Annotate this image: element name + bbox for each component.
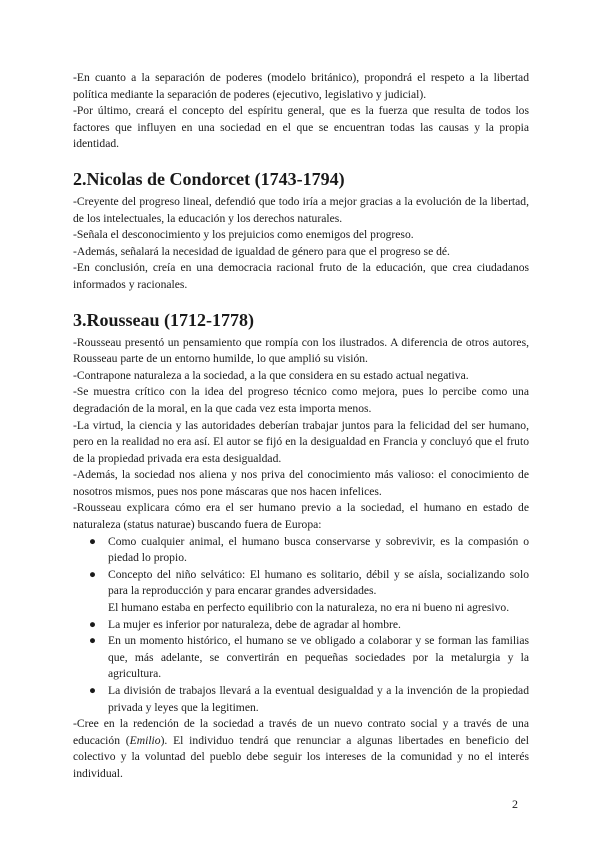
rousseau-closing-paragraph: [73, 716, 529, 782]
bullet-icon: ●: [89, 617, 97, 631]
bullet-icon: ●: [89, 634, 97, 648]
rousseau-paragraph-6: -Rousseau explicara cómo era el ser humano previo a la sociedad, el humano en estado de naturaleza (status naturae) buscando fuera de Europa:: [73, 501, 529, 532]
list-item: [89, 617, 529, 634]
section-heading-condorcet: 2.Nicolas de Condorcet (1743-1794): [73, 168, 345, 189]
list-item: [89, 534, 529, 567]
bullet-text: Concepto del niño selvático: El humano es solitario, débil y se aísla, socializando solo para la reproducción y para encarar grandes adversidades.: [108, 567, 529, 598]
list-item: [89, 633, 529, 683]
bullet-extra-text: El humano estaba en perfecto equilibrio con la naturaleza, no era ni bueno ni agresivo.: [108, 601, 510, 615]
rousseau-paragraph-2: -Contrapone naturaleza a la sociedad, a la que considera en su estado actual negativa.: [73, 368, 469, 382]
condorcet-paragraph-3: -Además, señalará la necesidad de igualdad de género para que el progreso se dé.: [73, 244, 450, 258]
bullet-icon: ●: [89, 684, 97, 697]
condorcet-paragraph-2: -Señala el desconocimiento y los prejuicios como enemigos del progreso.: [73, 228, 414, 242]
intro-paragraph-2: -Por último, creará el concepto del espíritu general, que es la fuerza que resulta de todos los factores que influyen en una sociedad en el que se encuentran todas las causas y la propia identidad.: [73, 104, 529, 151]
rousseau-paragraph-5: -Además, la sociedad nos aliena y nos priva del conocimiento más valioso: el conocimiento de nosotros mismos, pues nos pone máscaras que nos hacen infelices.: [73, 468, 529, 498]
page-number: 2: [512, 797, 518, 811]
bullet-text: La mujer es inferior por naturaleza, debe de agradar al hombre.: [108, 617, 401, 631]
bullet-icon: ●: [89, 534, 97, 548]
rousseau-paragraph-1: -Rousseau presentó un pensamiento que rompía con los ilustrados. A diferencia de otros autores, Rousseau parte de un entorno humilde, lo que amplió su visión.: [73, 335, 529, 366]
bullet-text: En un momento histórico, el humano se ve obligado a colaborar y se forman las familias que, más adelante, se convertirán en pequeñas sociedades por la metalurgia y la agricultura.: [108, 634, 529, 681]
section-heading-rousseau: 3.Rousseau (1712-1778): [73, 309, 255, 330]
bullet-text: La división de trabajos llevará a la eventual desigualdad y a la invención de la propiedad privada y leyes que la legitimen.: [108, 684, 529, 714]
closing-text-start: -Cree en la redención de la sociedad a través de un nuevo contrato social y a través de una educación (: [73, 717, 529, 747]
condorcet-paragraph-4: -En conclusión, creía en una democracia racional fruto de la educación, que crea ciudadanos informados y racionales.: [73, 261, 529, 291]
bullet-text: Como cualquier animal, el humano busca conservarse y sobrevivir, es la compasión o piedad lo propio.: [108, 534, 529, 565]
document-page: [73, 70, 529, 783]
closing-text-end: ). El individuo tendrá que renunciar a algunas libertades en beneficio del colectivo y la voluntad del pueblo debe seguir los intereses de la comunidad y no el interés individual.: [73, 733, 529, 780]
list-item: [89, 683, 529, 716]
rousseau-paragraph-3: -Se muestra crítico con la idea del progreso técnico como mejora, pues lo percibe como una degradación de la moral, en la que cada vez esta importa menos.: [73, 385, 529, 415]
rousseau-paragraph-4: -La virtud, la ciencia y las autoridades deberían trabajar juntos para la felicidad del ser humano, pero en la realidad no era así. El autor se fijó en la desigualdad en Francia y concluyó que el fruto de la propiedad privada era esta desigualdad.: [73, 418, 529, 465]
closing-text-italic-title: Emilio: [129, 733, 161, 747]
condorcet-paragraph-1: -Creyente del progreso lineal, defendió que todo iría a mejor gracias a la evolución de la libertad, de los intelectuales, la educación y los derechos naturales.: [73, 194, 529, 225]
bullet-icon: ●: [89, 567, 97, 581]
list-item: [89, 567, 529, 617]
intro-paragraph-1: -En cuanto a la separación de poderes (modelo británico), propondrá el respeto a la libertad política mediante la separación de poderes (ejecutivo, legislativo y judicial).: [73, 71, 529, 101]
rousseau-bullet-list: [73, 534, 529, 717]
